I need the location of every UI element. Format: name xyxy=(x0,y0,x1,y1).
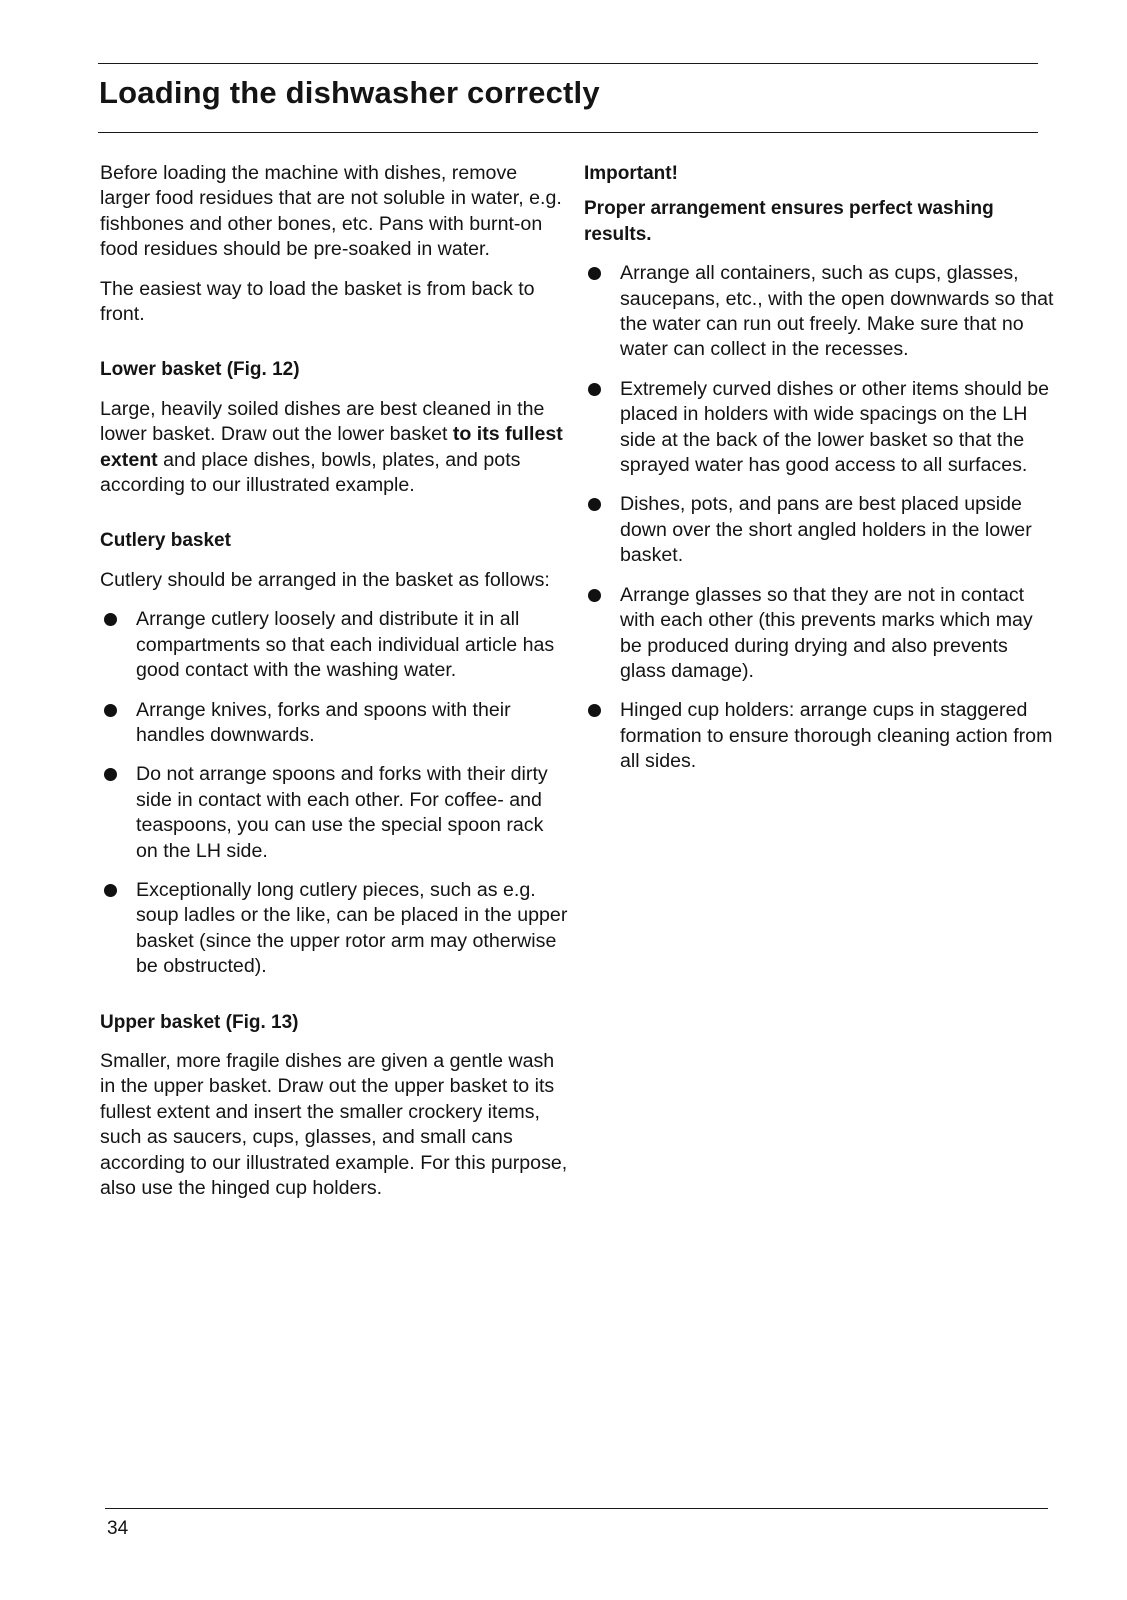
upper-basket-text: Smaller, more fragile dishes are given a gentle wash in the upper basket. Draw out the upper basket to its fullest extent and insert the smaller crockery items, such as saucers, cups, glasses, and small cans according to our illustrated example. For this purpose, also use the hinged cup holders. xyxy=(100,1049,568,1199)
important-label: Important! xyxy=(584,163,678,184)
bullet-icon xyxy=(104,768,117,781)
left-column xyxy=(100,161,570,1215)
list-item xyxy=(584,698,1054,774)
title-rule xyxy=(98,132,1038,133)
bullet-text: Arrange all containers, such as cups, glasses, saucepans, etc., with the open downwards so that the water can run out freely. Make sure that no water can collect in the recesses. xyxy=(620,262,1054,361)
bullet-icon xyxy=(588,267,601,280)
lower-basket-text-bold: to its fullest extent xyxy=(100,423,563,471)
cutlery-bullet-list xyxy=(100,607,570,979)
intro-paragraph-2: The easiest way to load the basket is from back to front. xyxy=(100,277,535,326)
cutlery-basket-intro: Cutlery should be arranged in the basket as follows: xyxy=(100,568,550,591)
intro-paragraph-1: Before loading the machine with dishes, remove larger food residues that are not soluble in water, e.g. fishbones and other bones, etc. Pans with burnt-on food residues should be pre-soaked in water. xyxy=(100,162,562,261)
right-column xyxy=(584,161,1054,789)
bullet-text: Dishes, pots, and pans are best placed upside down over the short angled holders in the lower basket. xyxy=(620,493,1032,567)
list-item xyxy=(584,492,1054,568)
list-item xyxy=(584,583,1054,685)
bullet-icon xyxy=(104,884,117,897)
list-item xyxy=(100,607,570,683)
bullet-icon xyxy=(588,704,601,717)
bullet-text: Arrange knives, forks and spoons with their handles downwards. xyxy=(136,698,511,746)
bullet-text: Extremely curved dishes or other items should be placed in holders with wide spacings on the LH side at the back of the lower basket so that the sprayed water has good access to all surfaces. xyxy=(620,377,1050,477)
bullet-icon xyxy=(588,589,601,602)
bullet-icon xyxy=(588,498,601,511)
important-text: Proper arrangement ensures perfect washing results. xyxy=(584,198,994,245)
bullet-text: Hinged cup holders: arrange cups in staggered formation to ensure thorough cleaning action from all sides. xyxy=(620,699,1053,773)
bullet-icon xyxy=(588,383,601,396)
cutlery-basket-heading: Cutlery basket xyxy=(100,530,231,552)
bullet-text: Arrange glasses so that they are not in contact with each other (this prevents marks which may be produced during drying and also prevents glass damage). xyxy=(620,583,1033,682)
lower-basket-text xyxy=(100,397,570,499)
page-number: 34 xyxy=(107,1518,129,1539)
arrangement-bullet-list xyxy=(584,261,1054,774)
bullet-text: Exceptionally long cutlery pieces, such as e.g. soup ladles or the like, can be placed in the upper basket (since the upper rotor arm may otherwise be obstructed). xyxy=(136,878,568,978)
list-item xyxy=(584,377,1054,479)
bullet-icon xyxy=(104,704,117,717)
upper-basket-heading: Upper basket (Fig. 13) xyxy=(100,1011,299,1033)
lower-basket-heading: Lower basket (Fig. 12) xyxy=(100,359,300,381)
bullet-text: Arrange cutlery loosely and distribute it in all compartments so that each individual article has good contact with the washing water. xyxy=(136,608,555,682)
footer-rule xyxy=(105,1508,1048,1509)
page-title: Loading the dishwasher correctly xyxy=(99,75,600,110)
top-rule xyxy=(98,63,1038,64)
list-item xyxy=(584,261,1054,363)
bullet-text: Do not arrange spoons and forks with their dirty side in contact with each other. For coffee- and teaspoons, you can use the special spoon rack on the LH side. xyxy=(136,763,548,862)
lower-basket-text-part-1: Large, heavily soiled dishes are best cleaned in the lower basket. Draw out the lower basket xyxy=(100,397,545,446)
list-item xyxy=(100,762,570,864)
lower-basket-text-part-2: and place dishes, bowls, plates, and pots according to our illustrated example. xyxy=(100,448,521,497)
list-item xyxy=(100,698,570,749)
list-item xyxy=(100,878,570,980)
bullet-icon xyxy=(104,613,117,626)
